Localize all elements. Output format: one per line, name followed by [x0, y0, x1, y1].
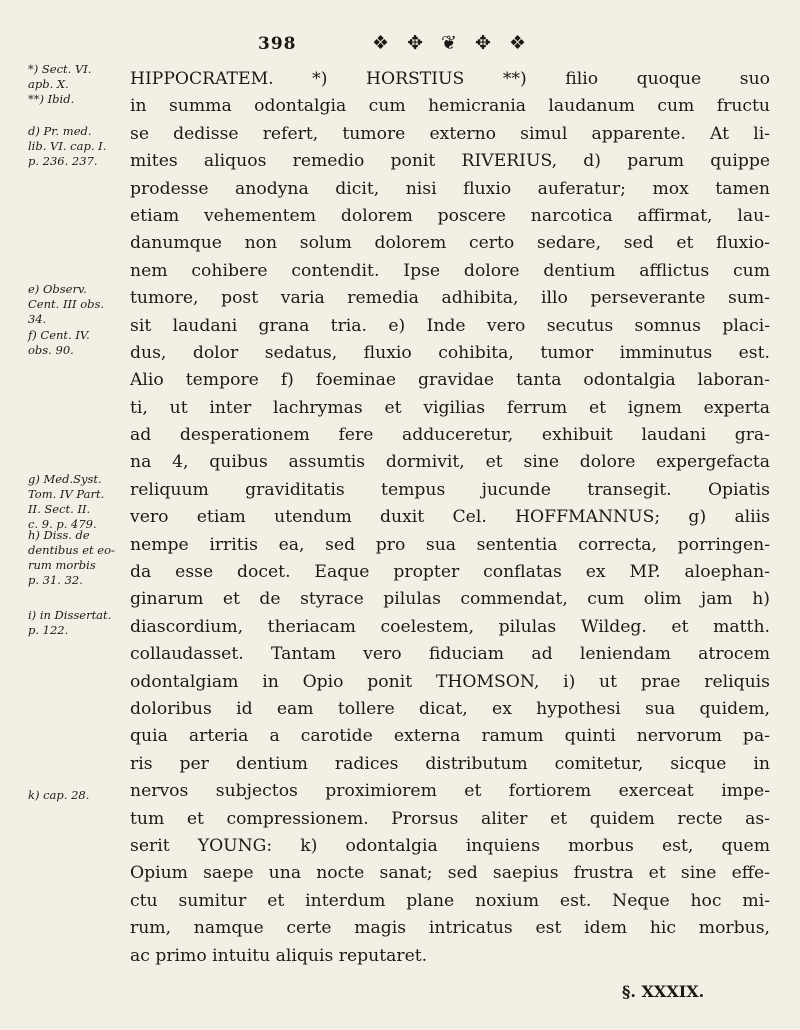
text-line: ginarum et de styrace pilulas commendat, cum olim jam h)	[130, 589, 770, 610]
text-line: nempe irritis ea, sed pro sua sententia correcta, porringen-	[130, 534, 770, 555]
margin-note: k) cap. 28.	[28, 788, 90, 802]
text-line: collaudasset. Tantam vero fiduciam ad leniendam atrocem	[130, 644, 770, 665]
main-text	[130, 66, 770, 970]
text-line: tumore, post varia remedia adhibita, illo perseverante sum-	[130, 288, 770, 309]
text-line: mites aliquos remedio ponit RIVERIUS, d) parum quippe	[130, 151, 770, 172]
text-line: in summa odontalgia cum hemicrania laudanum cum fructu	[130, 96, 770, 117]
text-line: na 4, quibus assumtis dormivit, et sine dolore expergefacta	[130, 452, 770, 473]
text-line: nem cohibere contendit. Ipse dolore dentium afflictus cum	[130, 260, 770, 281]
text-line: ris per dentium radices distributum comitetur, sicque in	[130, 753, 770, 774]
margin-note: i) in Dissertat. p. 122.	[28, 608, 112, 637]
text-line: tum et compressionem. Prorsus aliter et quidem recte as-	[130, 808, 770, 829]
text-line: rum, namque certe magis intricatus est idem hic morbus,	[130, 918, 770, 939]
text-line: Alio tempore f) foeminae gravidae tanta odontalgia laboran-	[130, 370, 770, 391]
margin-note: f) Cent. IV. obs. 90.	[28, 328, 90, 357]
margin-note: e) Observ. Cent. III obs. 34.	[28, 282, 105, 326]
catchword: §. XXXIX.	[622, 982, 705, 1001]
text-line: sit laudani grana tria. e) Inde vero secutus somnus placi-	[130, 315, 770, 336]
text-line: nervos subjectos proximiorem et fortiorem exerceat impe-	[130, 781, 770, 802]
text-line: vero etiam utendum duxit Cel. HOFFMANNUS; g) aliis	[130, 507, 770, 528]
margin-note: h) Diss. de dentibus et eo- rum morbis p. 31. 32.	[28, 528, 115, 587]
text-line: ac primo intuitu aliquis reputaret.	[130, 945, 428, 966]
header-ornament: ❖ ✥ ❦ ✥ ❖	[372, 32, 532, 54]
text-line: dus, dolor sedatus, fluxio cohibita, tumor imminutus est.	[130, 342, 770, 363]
page-number: 398	[258, 34, 297, 54]
text-line: quia arteria a carotide externa ramum quinti nervorum pa-	[130, 726, 770, 747]
margin-note: *) Sect. VI. apb. X. **) Ibid.	[28, 62, 92, 106]
margin-note: d) Pr. med. lib. VI. cap. I. p. 236. 237.	[28, 124, 107, 168]
text-line: prodesse anodyna dicit, nisi fluxio auferatur; mox tamen	[130, 178, 770, 199]
text-line: da esse docet. Eaque propter conflatas ex MP. aloephan-	[130, 562, 770, 583]
text-line: doloribus id eam tollere dicat, ex hypothesi sua quidem,	[130, 698, 770, 719]
text-line: etiam vehementem dolorem poscere narcotica affirmat, lau-	[130, 205, 770, 226]
text-line: diascordium, theriacam coelestem, pilulas Wildeg. et matth.	[130, 616, 770, 637]
text-line: odontalgiam in Opio ponit THOMSON, i) ut prae reliquis	[130, 671, 770, 692]
text-line: Opium saepe una nocte sanat; sed saepius frustra et sine effe-	[130, 863, 770, 884]
text-line: reliquum graviditatis tempus jucunde transegit. Opiatis	[130, 479, 770, 500]
text-line: ad desperationem fere adduceretur, exhibuit laudani gra-	[130, 425, 770, 446]
running-header	[0, 22, 800, 62]
text-line: ti, ut inter lachrymas et vigilias ferrum et ignem experta	[130, 397, 770, 418]
text-line: ctu sumitur et interdum plane noxium est. Neque hoc mi-	[130, 890, 770, 911]
text-line: HIPPOCRATEM. *) HORSTIUS **) filio quoque suo	[130, 69, 770, 89]
text-line: se dedisse refert, tumore externo simul apparente. At li-	[130, 123, 770, 144]
text-line: danumque non solum dolorem certo sedare, sed et fluxio-	[130, 233, 770, 254]
text-line: serit YOUNG: k) odontalgia inquiens morbus est, quem	[130, 835, 770, 856]
margin-note: g) Med.Syst. Tom. IV Part. II. Sect. II. c. 9. p. 479.	[28, 472, 105, 531]
